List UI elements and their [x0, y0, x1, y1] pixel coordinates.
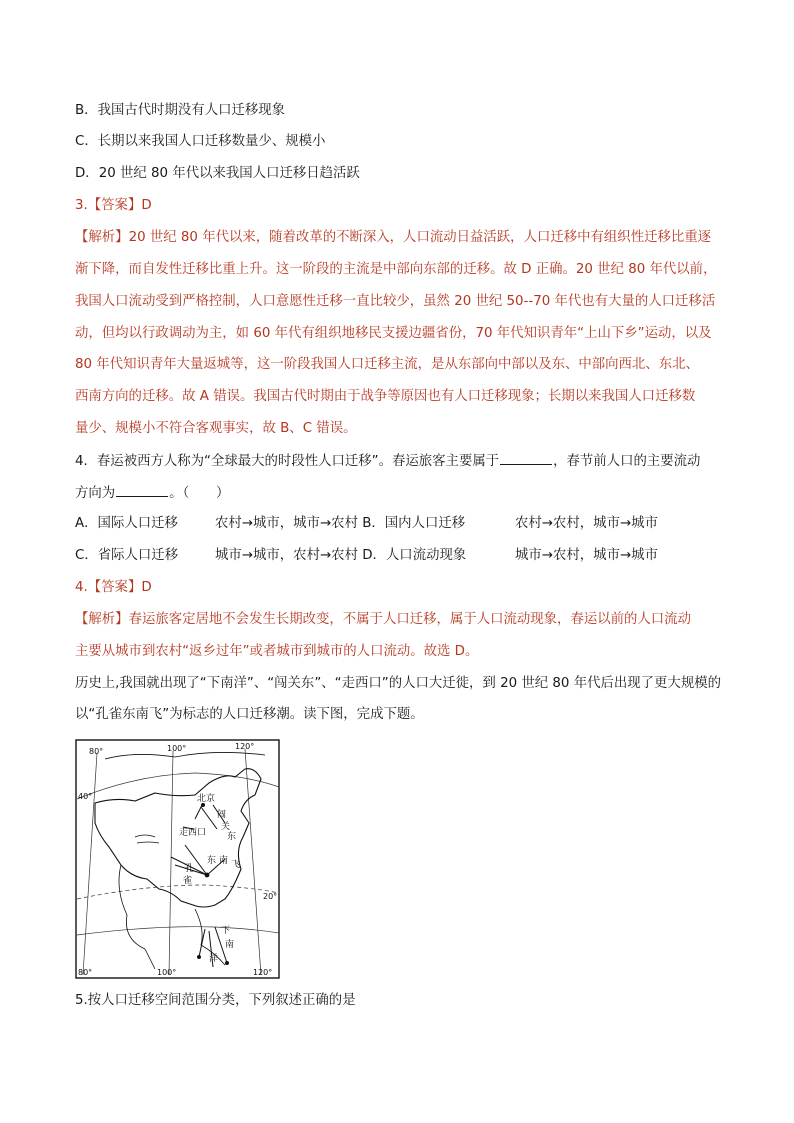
lon-label: 100° — [167, 744, 187, 753]
explanation-3-line-5: 80 年代知识青年大量返城等，这一阶段我国人口迁移主流，是从东部向中部以及东、中部向西北、东北、 — [75, 357, 699, 372]
lon-label: 80° — [89, 747, 104, 756]
explanation-tag: 【解析】 — [75, 230, 129, 245]
lon-label: 120° — [235, 742, 255, 751]
map-label: 走西口 — [179, 828, 207, 838]
explanation-3-line-6: 西南方向的迁移。故 A 错误。我国古代时期由于战争等原因也有人口迁移现象；长期以来我国人口迁移数 — [75, 389, 696, 404]
intro-line-1: 历史上,我国就出现了“下南洋”、“闯关东”、“走西口”的人口大迁徙，到 20 世纪 80 年代后出现了更大规模的 — [75, 676, 721, 691]
map-label: 下 — [221, 926, 231, 936]
answer-blank-1 — [500, 451, 552, 465]
lat-label: 40° — [78, 792, 93, 801]
map-label: 东 — [207, 856, 217, 866]
question-4-line-2 — [75, 483, 229, 504]
map-label: 东 — [227, 832, 237, 842]
explanation-4-line-1 — [75, 610, 691, 630]
map-label: 南 — [225, 940, 235, 950]
question-4-text-a: 4．春运被西方人称为“全球最大的时段性人口迁移”。春运旅客主要属于 — [75, 454, 500, 469]
map-label: 关 — [221, 822, 231, 832]
answer-blank-2 — [116, 483, 168, 497]
option-c: C．长期以来我国人口迁移数量少、规模小 — [75, 134, 326, 149]
question-4-text-d: 。（ ） — [169, 486, 230, 501]
lon-label: 80° — [78, 968, 93, 977]
migration-map — [75, 739, 280, 979]
answer-3: 3.【答案】D — [75, 198, 152, 213]
option-d: D．20 世纪 80 年代以来我国人口迁移日趋活跃 — [75, 166, 360, 181]
explanation-3-line-7: 量少、规模小不符合客观事实，故 B、C 错误。 — [75, 421, 357, 436]
map-label: 南 — [219, 856, 229, 866]
lat-label: 20° — [263, 892, 278, 901]
question-4-text-c: 方向为 — [75, 486, 116, 501]
map-label: 洋 — [209, 954, 219, 964]
q4-option-d-dir: 城市→农村，城市→城市 — [515, 548, 658, 563]
explanation-text: 20 世纪 80 年代以来，随着改革的不断深入，人口流动日益活跃，人口迁移中有组织性迁移比重逐 — [128, 230, 712, 245]
question-5: 5.按人口迁移空间范围分类，下列叙述正确的是 — [75, 993, 356, 1008]
question-4-text-b: ，春节前人口的主要流动 — [553, 454, 701, 469]
explanation-4-line-2: 主要从城市到农村“返乡过年”或者城市到城市的人口流动。故选 D。 — [75, 644, 479, 659]
q4-option-b-dir: 农村→农村，城市→城市 — [515, 516, 658, 531]
option-b: B．我国古代时期没有人口迁移现象 — [75, 103, 286, 118]
q4-option-c: C．省际人口迁移 — [75, 548, 179, 563]
map-label: 北京 — [197, 794, 216, 804]
explanation-tag: 【解析】 — [75, 612, 129, 627]
answer-4: 4.【答案】D — [75, 580, 152, 595]
explanation-3-line-2: 渐下降，而自发性迁移比重上升。这一阶段的主流是中部向东部的迁移。故 D 正确。20 世纪 80 年代以前， — [75, 262, 717, 277]
q4-option-c-dir: 城市→城市，农村→农村 D．人口流动现象 — [215, 548, 467, 563]
question-4-line-1 — [75, 451, 700, 472]
lon-label: 100° — [157, 968, 177, 977]
explanation-3-line-1 — [75, 228, 711, 248]
explanation-3-line-4: 动，但均以行政调动为主，如 60 年代有组织地移民支援边疆省份，70 年代知识青年“上山下乡”运动，以及 — [75, 326, 712, 341]
explanation-3-line-3: 我国人口流动受到严格控制，人口意愿性迁移一直比较少，虽然 20 世纪 50--70 年代也有大量的人口迁移活 — [75, 294, 716, 309]
map-label: 雀 — [183, 876, 193, 886]
q4-option-a-dir: 农村→城市，城市→农村 B．国内人口迁移 — [215, 516, 466, 531]
map-label: 孔 — [185, 864, 195, 874]
lon-label: 120° — [253, 968, 273, 977]
map-label: 闯 — [217, 810, 227, 820]
map-label: 飞 — [231, 860, 241, 870]
explanation-text: 春运旅客定居地不会发生长期改变，不属于人口迁移，属于人口流动现象，春运以前的人口流动 — [128, 612, 691, 627]
intro-line-2: 以“孔雀东南飞”为标志的人口迁移潮。读下图，完成下题。 — [75, 707, 424, 722]
q4-option-a: A．国际人口迁移 — [75, 516, 178, 531]
